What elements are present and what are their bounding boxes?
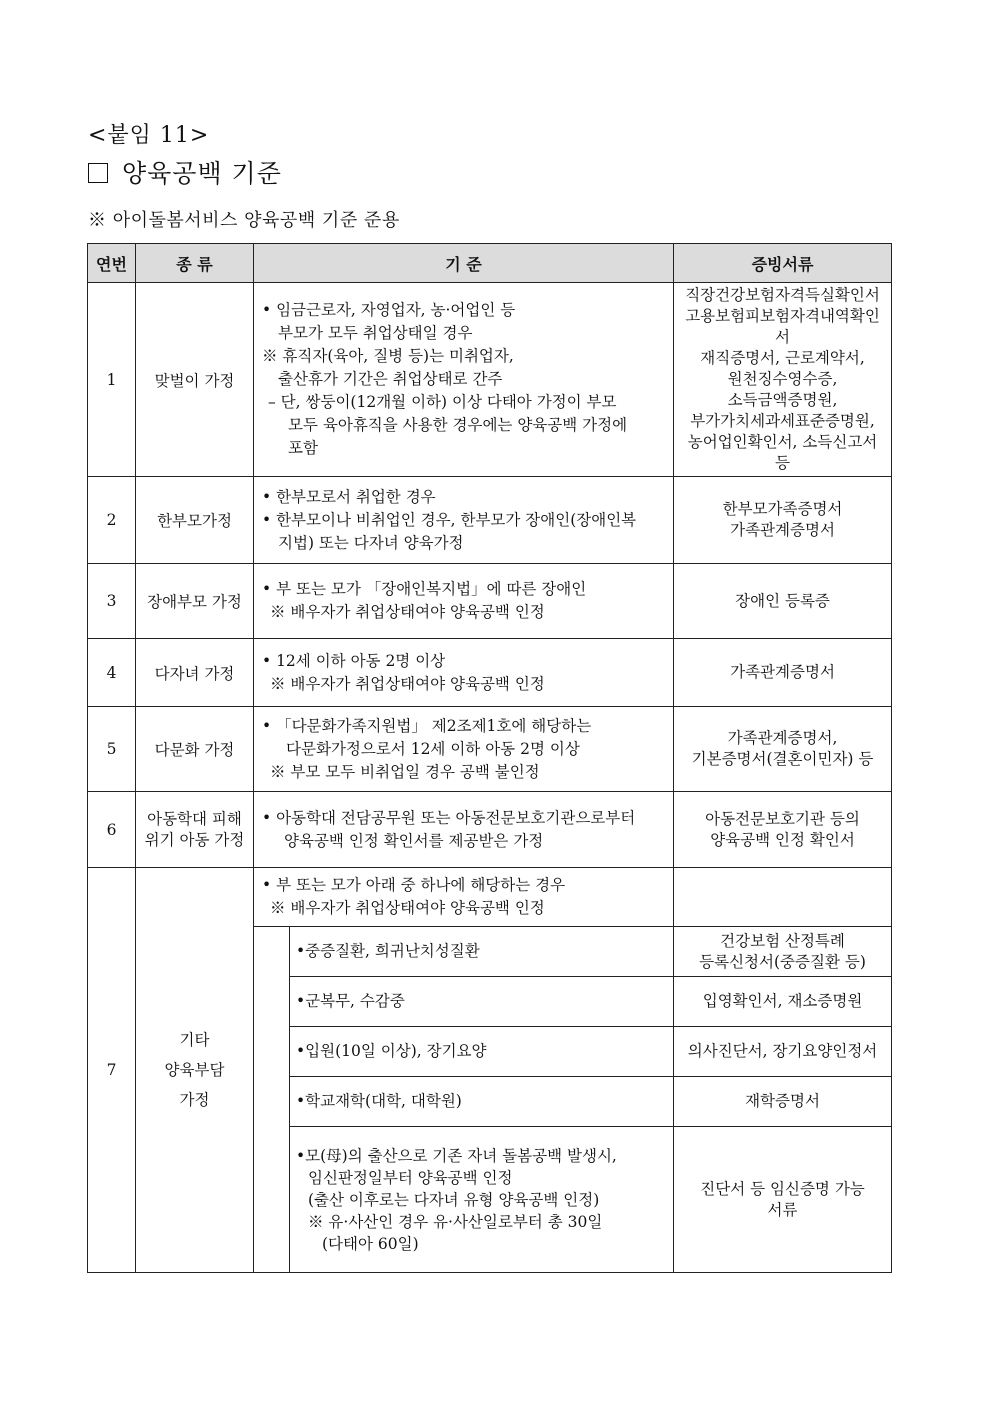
criteria-line: 부모가 모두 취업상태일 경우 [278,324,473,342]
table-row [88,477,892,564]
docs-line: 원천징수영수증, [727,370,838,388]
row-type [136,792,254,868]
criteria-line: 임신판정일부터 양육공백 인정 [308,1168,513,1187]
row-criteria [254,283,674,477]
sub-docs: 입영확인서, 재소증명원 [674,977,892,1027]
docs-line: 양육공백 인정 확인서 [710,830,855,849]
row-type: 다자녀 가정 [136,639,254,707]
row-docs [674,283,892,477]
page-title [88,154,282,190]
table-row [88,283,892,477]
criteria-line: ※ 휴직자(육아, 질병 등)는 미취업자, [262,347,514,365]
row-docs [674,639,892,707]
row-criteria [254,639,674,707]
type-line: 양육부담 [164,1061,225,1079]
criteria-line: – 단, 쌍둥이(12개월 이하) 이상 다태아 가정이 부모 [268,393,617,411]
docs-line: 한부모가족증명서 [722,500,843,518]
table-row [88,564,892,639]
table-row [88,639,892,707]
criteria-line: • 한부모이나 비취업인 경우, 한부모가 장애인(장애인복 [262,510,637,529]
sub-criteria [290,1127,674,1273]
row-no: 5 [88,707,136,792]
table-header-row [88,244,892,283]
criteria-line: • 12세 이하 아동 2명 이상 [262,651,446,670]
docs-line: 등 [775,454,790,472]
row-criteria [254,477,674,564]
criteria-line: • 「다문화가족지원법」 제2조제1호에 해당하는 [262,716,592,735]
type-line: 위기 아동 가정 [144,830,245,849]
sub-docs [674,1127,892,1273]
sub-criteria: •입원(10일 이상), 장기요양 [290,1027,674,1077]
criteria-line: (다태아 60일) [322,1234,419,1253]
table-row [88,868,892,927]
row-type: 다문화 가정 [136,707,254,792]
sub-criteria: •학교재학(대학, 대학원) [290,1077,674,1127]
docs-line: 장애인 등록증 [735,591,830,610]
row-type: 장애부모 가정 [136,564,254,639]
criteria-line: • 한부모로서 취업한 경우 [262,487,436,506]
criteria-line: 다문화가정으로서 12세 이하 아동 2명 이상 [286,739,580,758]
row-criteria [254,707,674,792]
row-no: 1 [88,283,136,477]
sub-docs: 의사진단서, 장기요양인정서 [674,1027,892,1077]
criteria-line: ※ 유·사산인 경우 유·사산일로부터 총 30일 [308,1212,603,1231]
header-docs: 증빙서류 [674,244,892,283]
sub-docs [674,927,892,977]
docs-line: 부가가치세과세표준증명원, [690,412,875,430]
header-type: 종 류 [136,244,254,283]
criteria-line: 지법) 또는 다자녀 양육가정 [278,533,464,552]
criteria-line: • 아동학대 전담공무원 또는 아동전문보호기관으로부터 [262,808,636,827]
row-criteria [254,792,674,868]
row-type [136,868,254,1273]
row-no: 2 [88,477,136,564]
sub-docs: 재학증명서 [674,1077,892,1127]
docs-line: 농어업인확인서, 소득신고서 [687,433,878,451]
row-docs [674,707,892,792]
header-no: 연번 [88,244,136,283]
docs-line: 고용보험피보험자격내역확인서 [685,307,880,346]
criteria-line: 포함 [288,439,318,457]
docs-line: 진단서 등 임신증명 가능 [700,1179,865,1198]
docs-line: 아동전문보호기관 등의 [705,809,860,828]
row-no: 7 [88,868,136,1273]
docs-line: 가족관계증명서 [730,663,835,681]
criteria-line: (출산 이후로는 다자녀 유형 양육공백 인정) [308,1190,600,1209]
note-text: ※ 아이돌봄서비스 양육공백 기준 준용 [88,210,400,231]
checkbox-square-icon [88,163,108,183]
criteria-line: 출산휴가 기간은 취업상태로 간주 [278,370,503,388]
type-line: 아동학대 피해 [147,809,242,828]
docs-line: 가족관계증명서 [730,521,835,539]
docs-line: 기본증명서(결혼이민자) 등 [691,750,874,768]
row-docs [674,477,892,564]
criteria-line: ※ 배우자가 취업상태여야 양육공백 인정 [270,899,545,917]
docs-line: 서류 [767,1200,798,1219]
criteria-line: •모(母)의 출산으로 기존 자녀 돌봄공백 발생시, [296,1146,617,1165]
row-criteria [254,564,674,639]
criteria-line: ※ 배우자가 취업상태여야 양육공백 인정 [270,603,545,621]
header-criteria: 기 준 [254,244,674,283]
criteria-line: ※ 부모 모두 비취업일 경우 공백 불인정 [270,762,540,781]
type-line: 가정 [179,1091,210,1109]
docs-line: 가족관계증명서, [727,729,838,747]
row-no: 4 [88,639,136,707]
criteria-line: • 부 또는 모가 아래 중 하나에 해당하는 경우 [262,876,566,894]
docs-line: 등록신청서(중증질환 등) [699,952,866,971]
docs-line: 소득금액증명원, [727,391,838,409]
row-type: 한부모가정 [136,477,254,564]
attachment-label: <붙임 11> [88,123,210,148]
row-docs [674,792,892,868]
row-type: 맞벌이 가정 [136,283,254,477]
criteria-line: ※ 배우자가 취업상태여야 양육공백 인정 [270,674,545,693]
row-no: 3 [88,564,136,639]
docs-line: 건강보험 산정특례 [720,931,845,950]
sub-criteria: •군복무, 수감중 [290,977,674,1027]
row-docs [674,564,892,639]
criteria-line: • 임금근로자, 자영업자, 농·어업인 등 [262,301,516,319]
page-title-text: 양육공백 기준 [122,159,282,188]
docs-line: 직장건강보험자격득실확인서 [685,286,880,304]
table-row [88,792,892,868]
criteria-line: 모두 육아휴직을 사용한 경우에는 양육공백 가정에 [288,416,628,434]
row-docs-empty [674,868,892,927]
docs-line: 재직증명서, 근로계약서, [700,349,865,367]
row-no: 6 [88,792,136,868]
criteria-line: • 부 또는 모가 「장애인복지법」에 따른 장애인 [262,580,587,598]
row-criteria [254,868,674,927]
type-line: 기타 [179,1031,210,1049]
criteria-line: 양육공백 인정 확인서를 제공받은 가정 [284,831,544,850]
table-row [88,707,892,792]
criteria-table [87,243,892,1273]
indent-cell [254,927,290,1273]
sub-criteria: •중증질환, 희귀난치성질환 [290,927,674,977]
